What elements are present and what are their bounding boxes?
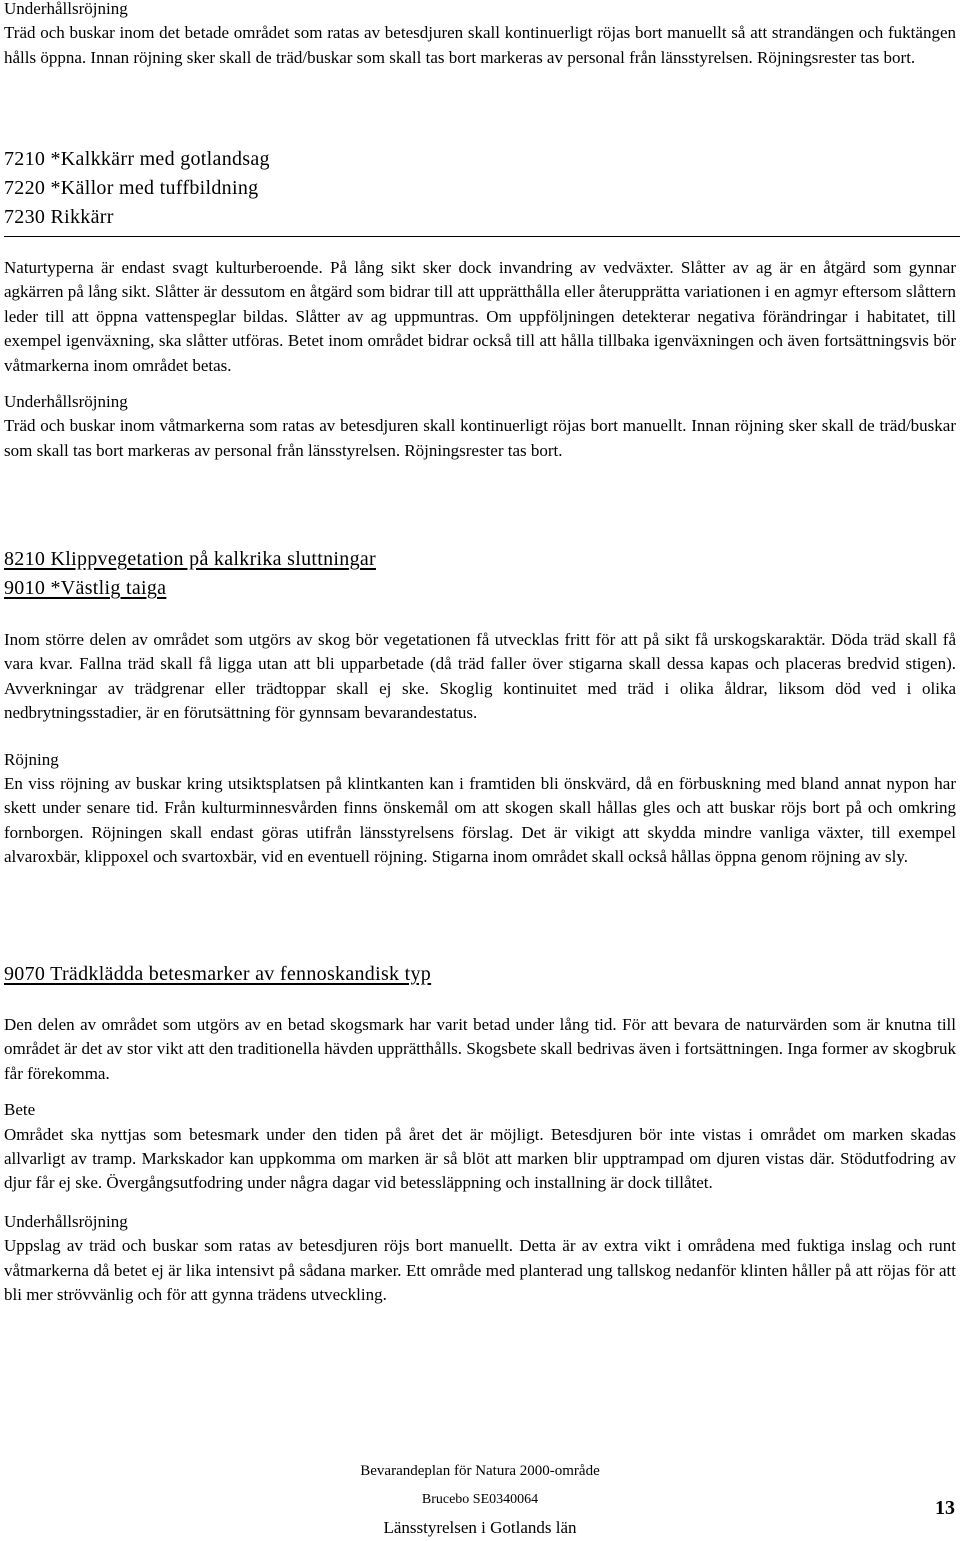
sub-heading: Bete [4,1100,36,1120]
section-heading: 8210 Klippvegetation på kalkrika sluttningar [4,548,377,570]
section-heading: 9010 *Västlig taiga [4,577,167,599]
paragraph: Naturtyperna är endast svagt kulturberoende. På lång sikt sker dock invandring av vedväxter. Slåtter av ag är en åtgärd som gynnar agkärren på lång sikt. Slåtter är dessutom en åtgärd som bidrar till att upprätthålla eller återupprätta variationen i en agmyr eftersom slåttern leder till att öppna vattenspeglar bildas. Slåtter av ag uppmuntras. Om uppföljningen detekterar negativa förändringar i habitatet, till exempel igenväxning, ska slåtter utföras. Betet inom området bidrar också till att hålla tillbaka igenväxningen och även fortsättningsvis bör våtmarkerna inom området betas. [4,258,956,375]
sub-heading: Underhållsröjning [4,1211,128,1231]
section-9070 [4,960,956,989]
paragraph: Den delen av området som utgörs av en betad skogsmark har varit betad under lång tid. För att bevara de naturvärden som är knutna till området är det av stor vikt att den traditionella hävden upprätthålls. Skogsbete skall bedrivas även i fortsättningen. Inga former av skogbruk får förekomma. [4,1015,956,1083]
sub-heading: Underhållsröjning [4,392,128,412]
section-heading: 7220 *Källor med tuffbildning [4,177,259,199]
section-heading: 9070 Trädklädda betesmarker av fennoskandisk typ [4,963,432,985]
footer-site-code: Brucebo SE0340064 [421,1492,539,1507]
section-heading: Underhållsröjning [4,0,128,18]
paragraph: Träd och buskar inom det betade området som ratas av betesdjuren skall kontinuerligt röjas bort manuellt så att strandängen och fuktängen hålls öppna. Innan röjning sker skall de träd/buskar som skall tas bort markeras av personal från länsstyrelsen. Röjningsrester tas bort. [4,23,956,67]
section-7210-body [4,256,956,463]
paragraph: En viss röjning av buskar kring utsiktsplatsen på klintkanten kan i framtiden bli önskvärd, då en förbuskning med bland annat nypon har skett under senare tid. Från kulturminnesvården finns önskemål om att skogen skall hållas gles och att buskar röjs bort på och omkring fornborgen. Röjningen skall endast göras utifrån länsstyrelsens förslag. Det är vikigt att skydda mindre vanliga växter, till exempel alvaroxbär, klippoxel och svartoxbär, vid en eventuell röjning. Stigarna inom området skall också hållas öppna genom röjning av sly. [4,774,956,867]
section-heading: 7210 *Kalkkärr med gotlandsag [4,148,270,170]
page-number: 13 [935,1497,955,1519]
sub-heading: Röjning [4,749,59,769]
section-8210 [4,545,956,603]
paragraph: Området ska nyttjas som betesmark under den tiden på året det är möjligt. Betesdjuren bör inte vistas i området om marken skadas allvarligt av tramp. Markskador kan uppkomma om marken är så blöt att marken blir upptrampad om djuren vistas där. Stödutfodring av djur får ej ske. Övergångsutfodring under några dagar vid betessläppning och installning är dock tillåtet. [4,1124,956,1193]
paragraph: Inom större delen av området som utgörs av skog bör vegetationen få utvecklas fritt för att på sikt få urskogskaraktär. Döda träd skall få vara kvar. Fallna träd skall få ligga utan att bli upparbetade (då träd faller över stigarna skall dessa kapas och placeras bredvid stigen). Avverkningar av trädgrenar eller trädtoppar skall ej ske. Skoglig kontinuitet med träd i olika åldrar, liksom död ved i olika nedbrytningsstadier, är en förutsättning för gynnsam bevarandestatus. [4,630,956,723]
footer-title: Bevarandeplan för Natura 2000-område [360,1463,600,1479]
paragraph: Träd och buskar inom våtmarkerna som ratas av betesdjuren skall kontinuerligt röjas bort manuellt. Innan röjning sker skall de träd/buskar som skall tas bort markeras av personal från länsstyrelsen. Röjningsrester tas bort. [4,416,956,460]
footer-authority: Länsstyrelsen i Gotlands län [383,1518,577,1537]
paragraph: Uppslag av träd och buskar som ratas av betesdjuren röjs bort manuellt. Detta är av extra vikt i områdena med fuktiga inslag och runt våtmarkerna då betet ej är lika intensivt på sådana marker. Ett område med planterad ung tallskog nedanför klinten håller på att röjas för att bli mer strövvänlig och för att gynna trädens utveckling. [4,1236,956,1305]
section-intro [4,0,956,70]
section-heading: 7230 Rikkärr [4,206,114,228]
heading-block [4,145,960,237]
section-7210 [4,145,960,237]
section-9070-body [4,1013,956,1307]
section-8210-body [4,628,956,870]
